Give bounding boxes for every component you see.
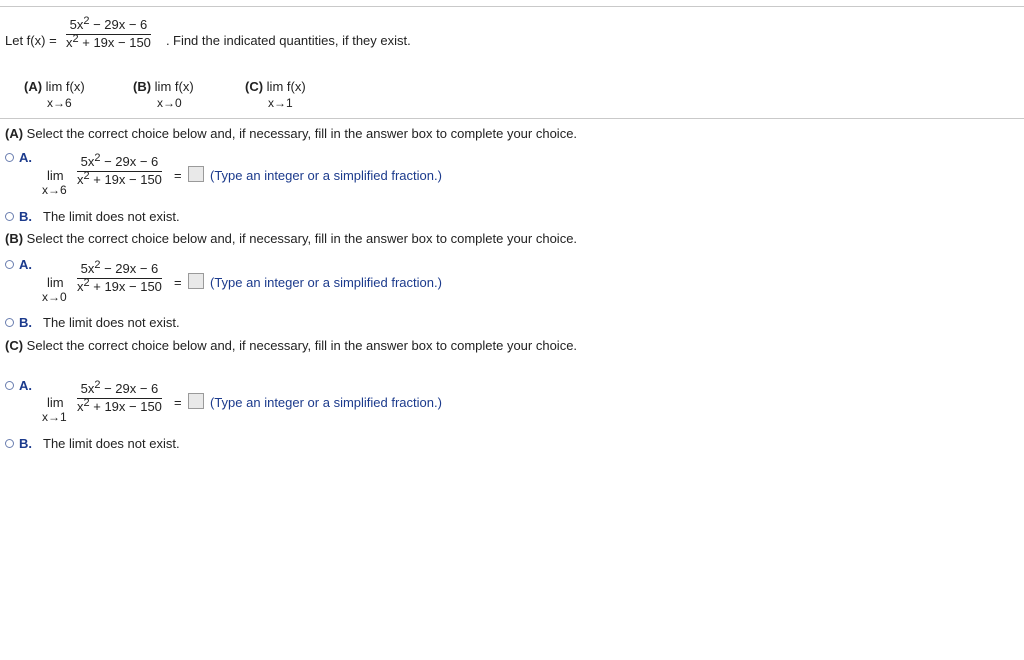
function-denominator: [66, 33, 151, 50]
equals-sign: =: [174, 275, 182, 290]
quantity-c-sub: x→1: [268, 96, 293, 110]
quantity-b-label: (B): [133, 79, 152, 94]
part-c-prompt: [5, 338, 577, 353]
part-b-fraction: [77, 259, 162, 294]
denominator: [77, 170, 162, 187]
den-rest: + 19x − 150: [89, 279, 162, 294]
part-c-option-a-radio[interactable]: [5, 378, 32, 393]
radio-circle-icon[interactable]: [5, 260, 14, 269]
radio-circle-icon[interactable]: [5, 153, 14, 162]
den-rest: + 19x − 150: [78, 35, 151, 50]
top-divider: [0, 6, 1024, 7]
radio-circle-icon[interactable]: [5, 318, 14, 327]
num-rest: − 29x − 6: [89, 17, 148, 32]
option-label: A.: [19, 257, 32, 272]
quantity-b: [133, 79, 194, 94]
quantity-c-lim: lim f(x): [266, 79, 306, 94]
num-rest: − 29x − 6: [100, 381, 159, 396]
instruction-text: Find the indicated quantities, if they exist.: [173, 33, 411, 48]
part-a-option-a-radio[interactable]: [5, 150, 32, 165]
den-base: x: [77, 279, 84, 294]
part-c-prompt-label: (C): [5, 338, 24, 353]
quantity-c-label: (C): [245, 79, 264, 94]
part-b-prompt: [5, 231, 577, 246]
part-b-option-a-radio[interactable]: [5, 257, 32, 272]
part-c-option-b-text: The limit does not exist.: [43, 436, 180, 451]
num-base: 5x: [80, 261, 95, 276]
option-label: A.: [19, 150, 32, 165]
part-c-lim: lim: [47, 395, 64, 410]
part-b-option-b-text: The limit does not exist.: [43, 315, 180, 330]
den-base: x: [77, 399, 84, 414]
part-b-lim: lim: [47, 275, 64, 290]
part-c-option-b-radio[interactable]: [5, 436, 32, 451]
den-rest: + 19x − 150: [89, 172, 162, 187]
denominator: [77, 277, 162, 294]
part-b-answer-box[interactable]: [188, 273, 204, 289]
radio-circle-icon[interactable]: [5, 439, 14, 448]
numerator: [80, 152, 159, 169]
option-label: B.: [19, 315, 32, 330]
part-b-lim-sub: x→0: [42, 290, 67, 304]
den-rest: + 19x − 150: [89, 399, 162, 414]
quantity-a-sub: x→6: [47, 96, 72, 110]
part-a-prompt-label: (A): [5, 126, 24, 141]
part-a-lim-sub: x→6: [42, 183, 67, 197]
option-label: B.: [19, 209, 32, 224]
num-base: 5x: [69, 17, 84, 32]
part-a-prompt-text: Select the correct choice below and, if necessary, fill in the answer box to complete your choice.: [26, 126, 578, 141]
part-a-lim: lim: [47, 168, 64, 183]
numerator: [80, 379, 159, 396]
denominator: [77, 397, 162, 414]
option-label: A.: [19, 378, 32, 393]
function-numerator: [69, 15, 148, 32]
part-a-hint: (Type an integer or a simplified fraction.): [210, 168, 442, 183]
quantity-a-label: (A): [24, 79, 43, 94]
den-base: x: [66, 35, 73, 50]
den-base: x: [77, 172, 84, 187]
part-b-prompt-text: Select the correct choice below and, if necessary, fill in the answer box to complete your choice.: [26, 231, 578, 246]
den-exp: 2: [83, 397, 90, 409]
quantity-c: [245, 79, 306, 94]
num-exp: 2: [83, 15, 90, 27]
equals-sign: =: [174, 395, 182, 410]
part-a-prompt: [5, 126, 577, 141]
part-a-answer-box[interactable]: [188, 166, 204, 182]
num-exp: 2: [94, 152, 101, 164]
function-fraction: [66, 15, 151, 50]
part-b-hint: (Type an integer or a simplified fraction.): [210, 275, 442, 290]
section-divider: [0, 118, 1024, 119]
num-base: 5x: [80, 381, 95, 396]
radio-circle-icon[interactable]: [5, 212, 14, 221]
numerator: [80, 259, 159, 276]
part-a-option-b-text: The limit does not exist.: [43, 209, 180, 224]
part-c-answer-box[interactable]: [188, 393, 204, 409]
part-c-lim-sub: x→1: [42, 410, 67, 424]
num-rest: − 29x − 6: [100, 261, 159, 276]
part-a-fraction: [77, 152, 162, 187]
part-a-option-b-radio[interactable]: [5, 209, 32, 224]
num-exp: 2: [94, 379, 101, 391]
part-c-hint: (Type an integer or a simplified fraction.): [210, 395, 442, 410]
quantity-b-lim: lim f(x): [154, 79, 194, 94]
period: .: [166, 33, 170, 48]
part-b-option-b-radio[interactable]: [5, 315, 32, 330]
quantity-a: [24, 79, 85, 94]
option-label: B.: [19, 436, 32, 451]
radio-circle-icon[interactable]: [5, 381, 14, 390]
den-exp: 2: [83, 170, 90, 182]
part-c-prompt-text: Select the correct choice below and, if necessary, fill in the answer box to complete your choice.: [26, 338, 578, 353]
part-c-fraction: [77, 379, 162, 414]
den-exp: 2: [72, 33, 79, 45]
quantity-b-sub: x→0: [157, 96, 182, 110]
den-exp: 2: [83, 277, 90, 289]
num-base: 5x: [80, 154, 95, 169]
equals-sign: =: [174, 168, 182, 183]
quantity-a-lim: lim f(x): [45, 79, 85, 94]
part-b-prompt-label: (B): [5, 231, 24, 246]
let-label: Let f(x) =: [5, 33, 57, 48]
num-rest: − 29x − 6: [100, 154, 159, 169]
num-exp: 2: [94, 259, 101, 271]
